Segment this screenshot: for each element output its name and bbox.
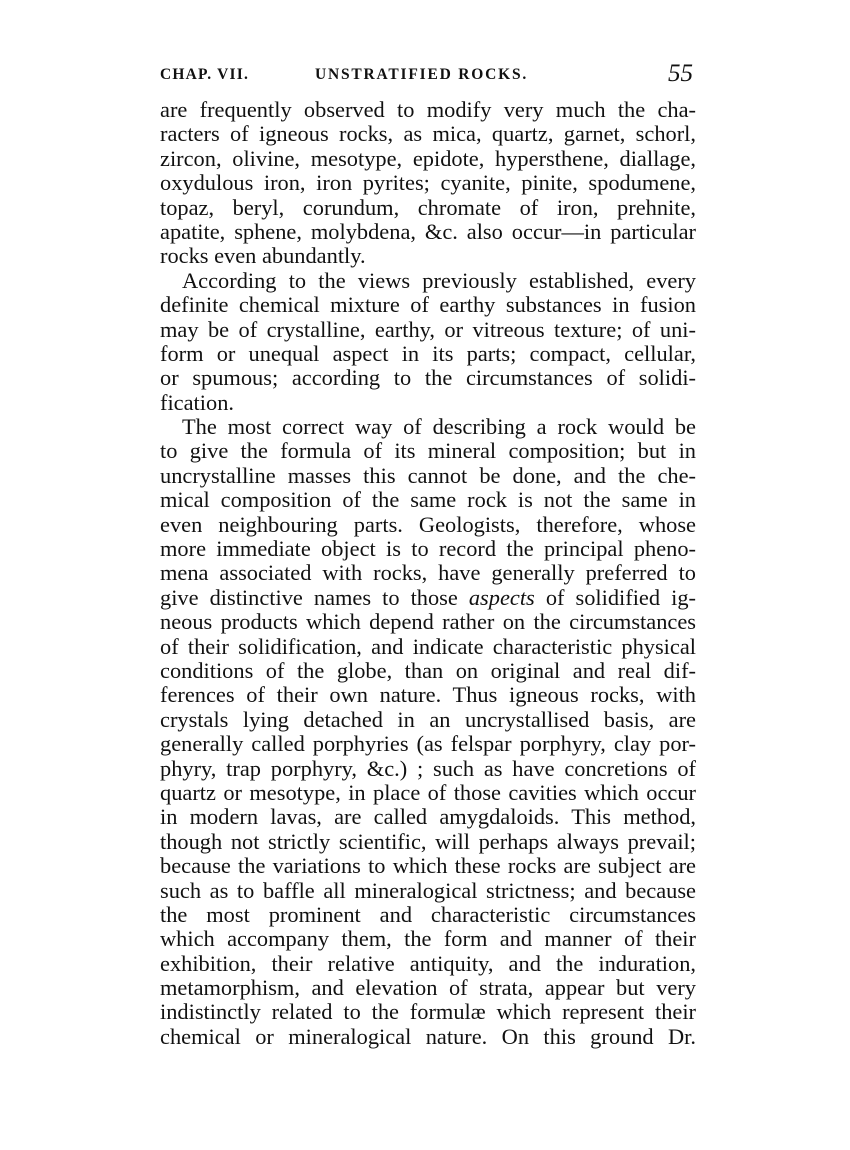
italic-word: aspects <box>468 584 535 610</box>
chapter-label: CHAP. VII. <box>160 66 250 83</box>
text-line: chemical or mineralogical nature. On this ground Dr. <box>160 1023 696 1049</box>
text-line: zircon, olivine, mesotype, epidote, hypersthene, diallage, <box>160 145 696 171</box>
text-line: the most prominent and characteristic circumstances <box>160 901 696 927</box>
text-line: metamorphism, and elevation of strata, appear but very <box>160 975 696 1001</box>
text-segment: of solidified ig- <box>545 584 696 610</box>
text-line: in modern lavas, are called amygdaloids. This method, <box>160 804 696 830</box>
text-line: indistinctly related to the formulæ which represent their <box>160 999 696 1025</box>
text-segment: give distinctive names to those <box>160 584 458 610</box>
text-line: because the variations to which these rocks are subject are <box>160 853 696 879</box>
text-line: mical composition of the same rock is not the same in <box>160 487 696 513</box>
text-line: mena associated with rocks, have generally preferred to <box>160 560 696 586</box>
text-line: conditions of the globe, than on original and real dif- <box>160 657 696 683</box>
text-line: though not strictly scientific, will perhaps always prevail; <box>160 828 696 854</box>
text-line: exhibition, their relative antiquity, and the induration, <box>160 950 696 976</box>
paragraph-start-line: The most correct way of describing a rock would be <box>182 414 696 440</box>
text-line: may be of crystalline, earthy, or vitreous texture; of uni- <box>160 316 696 342</box>
text-line: apatite, sphene, molybdena, &c. also occur—in particular <box>160 218 696 244</box>
text-line: crystals lying detached in an uncrystallised basis, are <box>160 706 696 732</box>
text-line: even neighbouring parts. Geologists, therefore, whose <box>160 511 696 537</box>
page-number: 55 <box>668 60 693 87</box>
text-line: racters of igneous rocks, as mica, quartz, garnet, schorl, <box>160 121 696 147</box>
text-line: generally called porphyries (as felspar porphyry, clay por- <box>160 731 696 757</box>
text-line: phyry, trap porphyry, &c.) ; such as have concretions of <box>160 755 696 781</box>
text-line: form or unequal aspect in its parts; compact, cellular, <box>160 340 696 366</box>
text-line: rocks even abundantly. <box>160 243 366 269</box>
text-line-with-italic <box>160 586 696 610</box>
text-line: of their solidification, and indicate characteristic physical <box>160 633 696 659</box>
text-line: topaz, beryl, corundum, chromate of iron, prehnite, <box>160 194 696 220</box>
body-text <box>160 98 696 1049</box>
text-line: oxydulous iron, iron pyrites; cyanite, pinite, spodumene, <box>160 170 696 196</box>
text-line: quartz or mesotype, in place of those cavities which occur <box>160 779 696 805</box>
text-line: to give the formula of its mineral composition; but in <box>160 438 696 464</box>
text-line: such as to baffle all mineralogical strictness; and because <box>160 877 696 903</box>
text-line: fication. <box>160 389 234 415</box>
text-line: are frequently observed to modify very much the cha- <box>160 97 696 122</box>
text-line: neous products which depend rather on the circumstances <box>160 609 696 635</box>
text-line: uncrystalline masses this cannot be done, and the che- <box>160 462 696 488</box>
text-line: or spumous; according to the circumstances of solidi- <box>160 365 696 391</box>
text-line: which accompany them, the form and manner of their <box>160 926 696 952</box>
running-title: UNSTRATIFIED ROCKS. <box>315 66 529 83</box>
running-header <box>160 60 695 90</box>
paragraph-start-line: According to the views previously established, every <box>182 267 696 293</box>
text-line: definite chemical mixture of earthy substances in fusion <box>160 292 696 318</box>
text-line: ferences of their own nature. Thus igneous rocks, with <box>160 682 696 708</box>
text-line: more immediate object is to record the principal pheno- <box>160 536 696 562</box>
